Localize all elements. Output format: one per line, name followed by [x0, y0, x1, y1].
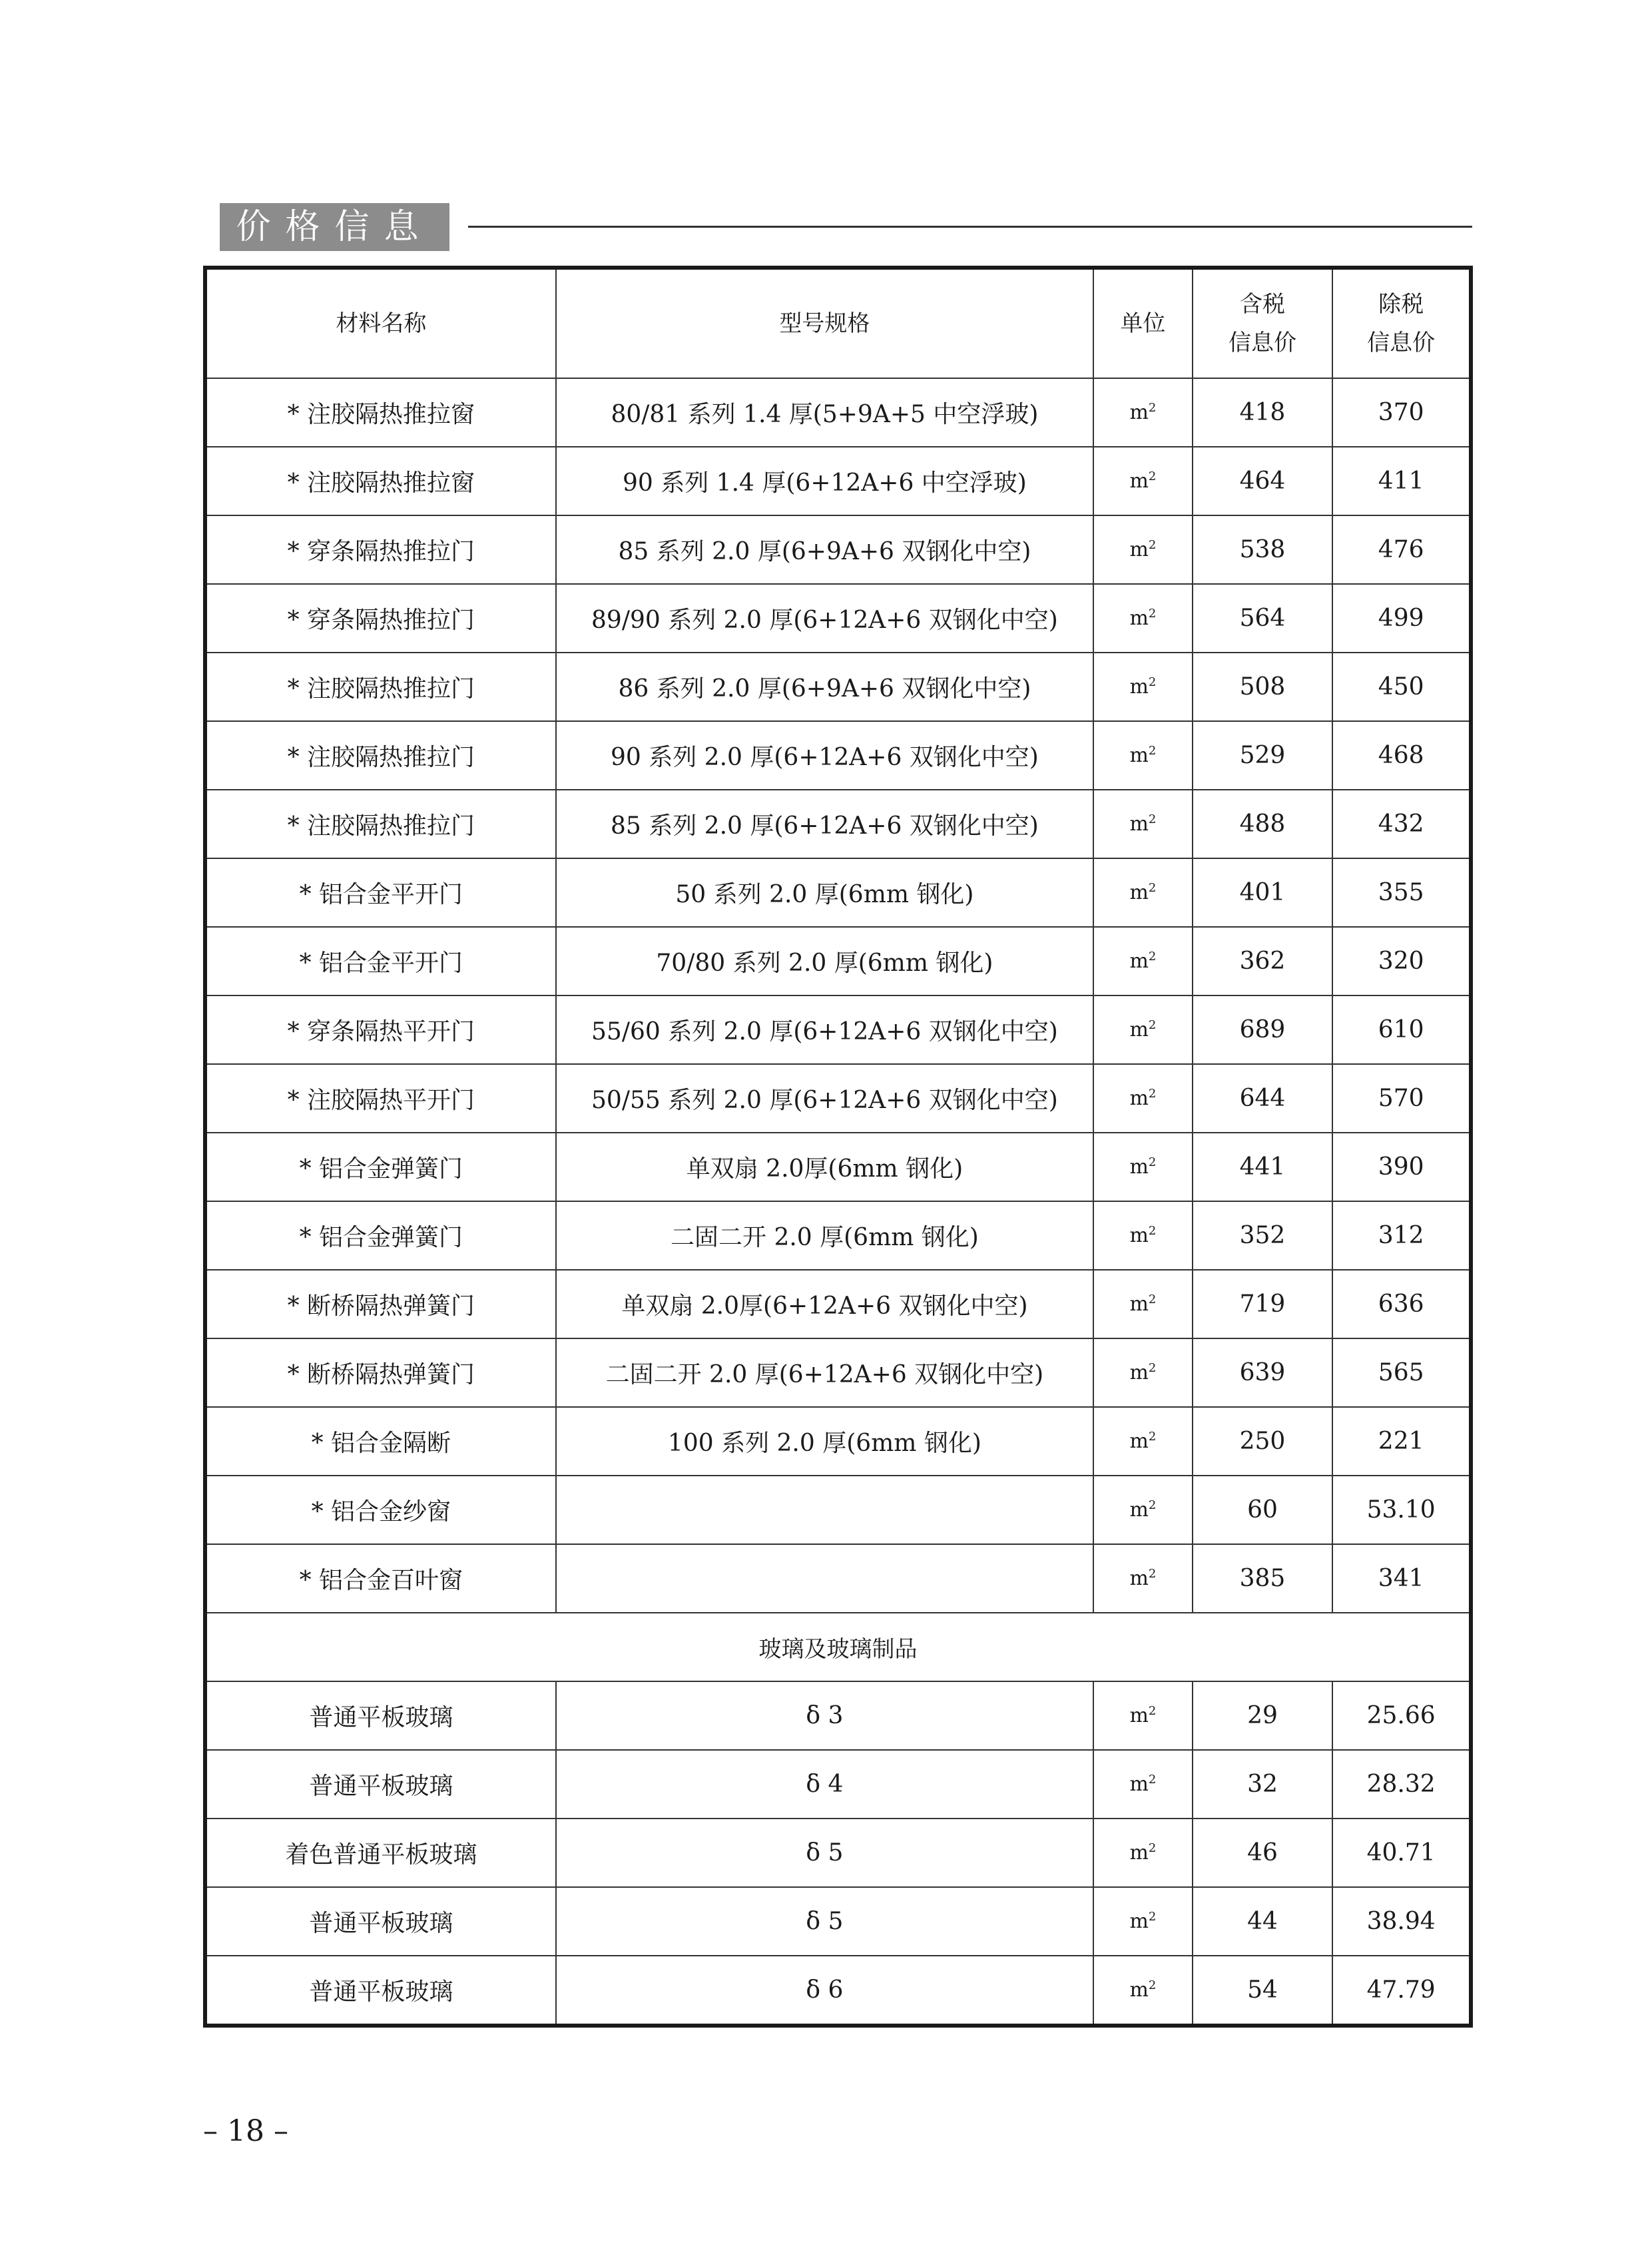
table-row: [205, 790, 1471, 858]
cell-price-without-tax: 468: [1332, 721, 1471, 790]
cell-unit: [1093, 1270, 1192, 1338]
section-header-badge: [220, 203, 449, 251]
column-header-price-without-tax-line1: 除税: [1378, 291, 1424, 318]
column-header-price-with-tax-line1: 含税: [1239, 291, 1285, 318]
cell-price-with-tax: 639: [1193, 1338, 1333, 1407]
table-row: [205, 721, 1471, 790]
unit-superscript: 2: [1148, 1841, 1157, 1855]
table-row: [205, 1956, 1471, 2026]
unit-superscript: 2: [1148, 1773, 1157, 1787]
unit-superscript: 2: [1148, 1361, 1157, 1375]
table-row: [205, 1064, 1471, 1133]
unit-base: m: [1129, 881, 1149, 904]
table-row: [205, 1544, 1471, 1613]
cell-name: * 铝合金弹簧门: [205, 1133, 556, 1201]
cell-price-with-tax: 385: [1193, 1544, 1333, 1613]
cell-spec: 单双扇 2.0厚(6+12A+6 双钢化中空): [556, 1270, 1094, 1338]
cell-spec: δ 4: [556, 1750, 1094, 1819]
unit-base: m: [1129, 1910, 1149, 1933]
unit-base: m: [1129, 812, 1149, 836]
table-row: [205, 995, 1471, 1064]
cell-price-with-tax: 488: [1193, 790, 1333, 858]
cell-spec: 80/81 系列 1.4 厚(5+9A+5 中空浮玻): [556, 378, 1094, 447]
cell-name: * 注胶隔热平开门: [205, 1064, 556, 1133]
cell-price-without-tax: 370: [1332, 378, 1471, 447]
cell-unit: [1093, 1750, 1192, 1819]
column-header-price-with-tax: [1193, 268, 1333, 378]
cell-name: 着色普通平板玻璃: [205, 1819, 556, 1887]
unit-superscript: 2: [1148, 1910, 1157, 1924]
cell-spec: 70/80 系列 2.0 厚(6mm 钢化): [556, 927, 1094, 995]
cell-unit: [1093, 1133, 1192, 1201]
cell-price-without-tax: 570: [1332, 1064, 1471, 1133]
unit-superscript: 2: [1148, 744, 1157, 758]
unit-base: m: [1129, 1978, 1149, 2002]
table-row: [205, 858, 1471, 927]
unit-superscript: 2: [1148, 401, 1157, 415]
table-row: [205, 1407, 1471, 1476]
cell-unit: [1093, 721, 1192, 790]
table-row: [205, 927, 1471, 995]
cell-spec: 90 系列 2.0 厚(6+12A+6 双钢化中空): [556, 721, 1094, 790]
cell-spec: 86 系列 2.0 厚(6+9A+6 双钢化中空): [556, 653, 1094, 721]
cell-price-with-tax: 44: [1193, 1887, 1333, 1956]
unit-superscript: 2: [1148, 1087, 1157, 1101]
cell-price-without-tax: 28.32: [1332, 1750, 1471, 1819]
cell-unit: [1093, 1407, 1192, 1476]
unit-base: m: [1129, 744, 1149, 767]
unit-superscript: 2: [1148, 1155, 1157, 1169]
cell-name: * 穿条隔热推拉门: [205, 515, 556, 584]
cell-spec: 50 系列 2.0 厚(6mm 钢化): [556, 858, 1094, 927]
cell-name: * 铝合金平开门: [205, 927, 556, 995]
cell-name: * 铝合金纱窗: [205, 1476, 556, 1544]
unit-base: m: [1129, 1498, 1149, 1522]
cell-unit: [1093, 790, 1192, 858]
unit-base: m: [1129, 1773, 1149, 1796]
cell-unit: [1093, 515, 1192, 584]
unit-base: m: [1129, 607, 1149, 630]
column-header-price-with-tax-line2: 信息价: [1228, 330, 1296, 356]
unit-base: m: [1129, 1430, 1149, 1453]
cell-unit: [1093, 927, 1192, 995]
cell-name: * 铝合金弹簧门: [205, 1201, 556, 1270]
cell-price-with-tax: 46: [1193, 1819, 1333, 1887]
cell-spec: 90 系列 1.4 厚(6+12A+6 中空浮玻): [556, 447, 1094, 515]
cell-spec: 二固二开 2.0 厚(6mm 钢化): [556, 1201, 1094, 1270]
cell-unit: [1093, 1338, 1192, 1407]
cell-price-with-tax: 362: [1193, 927, 1333, 995]
cell-price-without-tax: 312: [1332, 1201, 1471, 1270]
cell-price-with-tax: 32: [1193, 1750, 1333, 1819]
unit-superscript: 2: [1148, 675, 1157, 689]
cell-unit: [1093, 858, 1192, 927]
cell-spec: 85 系列 2.0 厚(6+12A+6 双钢化中空): [556, 790, 1094, 858]
cell-price-without-tax: 610: [1332, 995, 1471, 1064]
table-row: [205, 1270, 1471, 1338]
cell-price-with-tax: 508: [1193, 653, 1333, 721]
unit-superscript: 2: [1148, 1292, 1157, 1306]
cell-spec: 单双扇 2.0厚(6mm 钢化): [556, 1133, 1094, 1201]
unit-superscript: 2: [1148, 1224, 1157, 1238]
cell-unit: [1093, 1819, 1192, 1887]
section-row: [205, 1613, 1471, 1681]
cell-name: * 注胶隔热推拉门: [205, 653, 556, 721]
unit-base: m: [1129, 401, 1149, 424]
unit-superscript: 2: [1148, 950, 1157, 964]
cell-unit: [1093, 1544, 1192, 1613]
unit-superscript: 2: [1148, 1430, 1157, 1444]
cell-price-without-tax: 476: [1332, 515, 1471, 584]
cell-price-without-tax: 38.94: [1332, 1887, 1471, 1956]
cell-price-without-tax: 390: [1332, 1133, 1471, 1201]
cell-spec: 55/60 系列 2.0 厚(6+12A+6 双钢化中空): [556, 995, 1094, 1064]
cell-price-with-tax: 441: [1193, 1133, 1333, 1201]
cell-unit: [1093, 378, 1192, 447]
unit-base: m: [1129, 1704, 1149, 1727]
column-header-unit: 单位: [1093, 268, 1192, 378]
table-row: [205, 378, 1471, 447]
cell-price-with-tax: 60: [1193, 1476, 1333, 1544]
table-row: [205, 447, 1471, 515]
cell-unit: [1093, 584, 1192, 653]
cell-price-without-tax: 432: [1332, 790, 1471, 858]
cell-spec: [556, 1476, 1094, 1544]
cell-price-with-tax: 538: [1193, 515, 1333, 584]
unit-superscript: 2: [1148, 607, 1157, 621]
section-title: 玻璃及玻璃制品: [205, 1613, 1471, 1681]
unit-superscript: 2: [1148, 538, 1157, 552]
cell-price-with-tax: 644: [1193, 1064, 1333, 1133]
unit-superscript: 2: [1148, 1978, 1157, 1992]
cell-name: * 注胶隔热推拉门: [205, 790, 556, 858]
column-header-name: 材料名称: [205, 268, 556, 378]
unit-base: m: [1129, 1224, 1149, 1247]
table-row: [205, 1681, 1471, 1750]
table-row: [205, 1750, 1471, 1819]
price-table: [203, 266, 1473, 2028]
unit-base: m: [1129, 1841, 1149, 1864]
unit-base: m: [1129, 950, 1149, 973]
cell-price-with-tax: 719: [1193, 1270, 1333, 1338]
cell-spec: 85 系列 2.0 厚(6+9A+6 双钢化中空): [556, 515, 1094, 584]
cell-spec: 100 系列 2.0 厚(6mm 钢化): [556, 1407, 1094, 1476]
cell-name: 普通平板玻璃: [205, 1750, 556, 1819]
cell-spec: δ 5: [556, 1887, 1094, 1956]
cell-price-without-tax: 341: [1332, 1544, 1471, 1613]
table-row: [205, 584, 1471, 653]
page-number: – 18 –: [203, 2114, 288, 2148]
cell-spec: δ 3: [556, 1681, 1094, 1750]
cell-unit: [1093, 1201, 1192, 1270]
unit-base: m: [1129, 1361, 1149, 1384]
cell-unit: [1093, 447, 1192, 515]
cell-price-without-tax: 47.79: [1332, 1956, 1471, 2026]
column-header-price-without-tax: [1332, 268, 1471, 378]
unit-superscript: 2: [1148, 1498, 1157, 1512]
unit-superscript: 2: [1148, 812, 1157, 826]
unit-base: m: [1129, 1567, 1149, 1590]
cell-spec: 89/90 系列 2.0 厚(6+12A+6 双钢化中空): [556, 584, 1094, 653]
cell-unit: [1093, 1476, 1192, 1544]
cell-price-with-tax: 418: [1193, 378, 1333, 447]
unit-superscript: 2: [1148, 881, 1157, 895]
section-header-title: 价格信息: [236, 207, 433, 247]
cell-name: * 铝合金隔断: [205, 1407, 556, 1476]
cell-price-without-tax: 355: [1332, 858, 1471, 927]
cell-spec: 50/55 系列 2.0 厚(6+12A+6 双钢化中空): [556, 1064, 1094, 1133]
table-row: [205, 1201, 1471, 1270]
cell-unit: [1093, 1681, 1192, 1750]
table-row: [205, 1819, 1471, 1887]
unit-base: m: [1129, 1018, 1149, 1041]
cell-price-with-tax: 529: [1193, 721, 1333, 790]
unit-base: m: [1129, 469, 1149, 493]
unit-superscript: 2: [1148, 1018, 1157, 1032]
cell-name: * 注胶隔热推拉窗: [205, 378, 556, 447]
cell-price-with-tax: 29: [1193, 1681, 1333, 1750]
unit-base: m: [1129, 1292, 1149, 1316]
cell-price-with-tax: 54: [1193, 1956, 1333, 2026]
cell-price-with-tax: 464: [1193, 447, 1333, 515]
table-row: [205, 1476, 1471, 1544]
table-row: [205, 653, 1471, 721]
cell-spec: δ 5: [556, 1819, 1094, 1887]
cell-price-without-tax: 40.71: [1332, 1819, 1471, 1887]
header-divider: [468, 226, 1472, 228]
cell-name: 普通平板玻璃: [205, 1681, 556, 1750]
cell-price-with-tax: 401: [1193, 858, 1333, 927]
unit-superscript: 2: [1148, 1704, 1157, 1718]
cell-name: * 注胶隔热推拉门: [205, 721, 556, 790]
price-table-container: [203, 266, 1473, 2028]
unit-base: m: [1129, 1155, 1149, 1179]
cell-price-with-tax: 250: [1193, 1407, 1333, 1476]
table-body: [205, 378, 1471, 2026]
cell-price-without-tax: 636: [1332, 1270, 1471, 1338]
unit-base: m: [1129, 1087, 1149, 1110]
cell-unit: [1093, 1887, 1192, 1956]
column-header-spec: 型号规格: [556, 268, 1094, 378]
cell-spec: [556, 1544, 1094, 1613]
cell-price-without-tax: 565: [1332, 1338, 1471, 1407]
cell-price-with-tax: 352: [1193, 1201, 1333, 1270]
cell-price-without-tax: 320: [1332, 927, 1471, 995]
table-header-row: [205, 268, 1471, 378]
cell-name: 普通平板玻璃: [205, 1887, 556, 1956]
cell-price-without-tax: 25.66: [1332, 1681, 1471, 1750]
cell-name: * 注胶隔热推拉窗: [205, 447, 556, 515]
cell-name: * 穿条隔热推拉门: [205, 584, 556, 653]
table-row: [205, 515, 1471, 584]
cell-price-without-tax: 411: [1332, 447, 1471, 515]
table-row: [205, 1133, 1471, 1201]
cell-unit: [1093, 995, 1192, 1064]
cell-unit: [1093, 653, 1192, 721]
cell-name: * 铝合金平开门: [205, 858, 556, 927]
unit-superscript: 2: [1148, 1567, 1157, 1581]
cell-price-without-tax: 221: [1332, 1407, 1471, 1476]
cell-name: * 断桥隔热弹簧门: [205, 1270, 556, 1338]
table-row: [205, 1338, 1471, 1407]
unit-base: m: [1129, 538, 1149, 561]
cell-name: * 铝合金百叶窗: [205, 1544, 556, 1613]
cell-spec: δ 6: [556, 1956, 1094, 2026]
cell-price-without-tax: 450: [1332, 653, 1471, 721]
cell-unit: [1093, 1064, 1192, 1133]
cell-price-without-tax: 53.10: [1332, 1476, 1471, 1544]
cell-unit: [1093, 1956, 1192, 2026]
cell-spec: 二固二开 2.0 厚(6+12A+6 双钢化中空): [556, 1338, 1094, 1407]
cell-price-with-tax: 564: [1193, 584, 1333, 653]
cell-price-without-tax: 499: [1332, 584, 1471, 653]
cell-price-with-tax: 689: [1193, 995, 1333, 1064]
cell-name: * 穿条隔热平开门: [205, 995, 556, 1064]
column-header-price-without-tax-line2: 信息价: [1367, 330, 1436, 356]
unit-superscript: 2: [1148, 469, 1157, 483]
unit-base: m: [1129, 675, 1149, 699]
cell-name: * 断桥隔热弹簧门: [205, 1338, 556, 1407]
table-row: [205, 1887, 1471, 1956]
cell-name: 普通平板玻璃: [205, 1956, 556, 2026]
